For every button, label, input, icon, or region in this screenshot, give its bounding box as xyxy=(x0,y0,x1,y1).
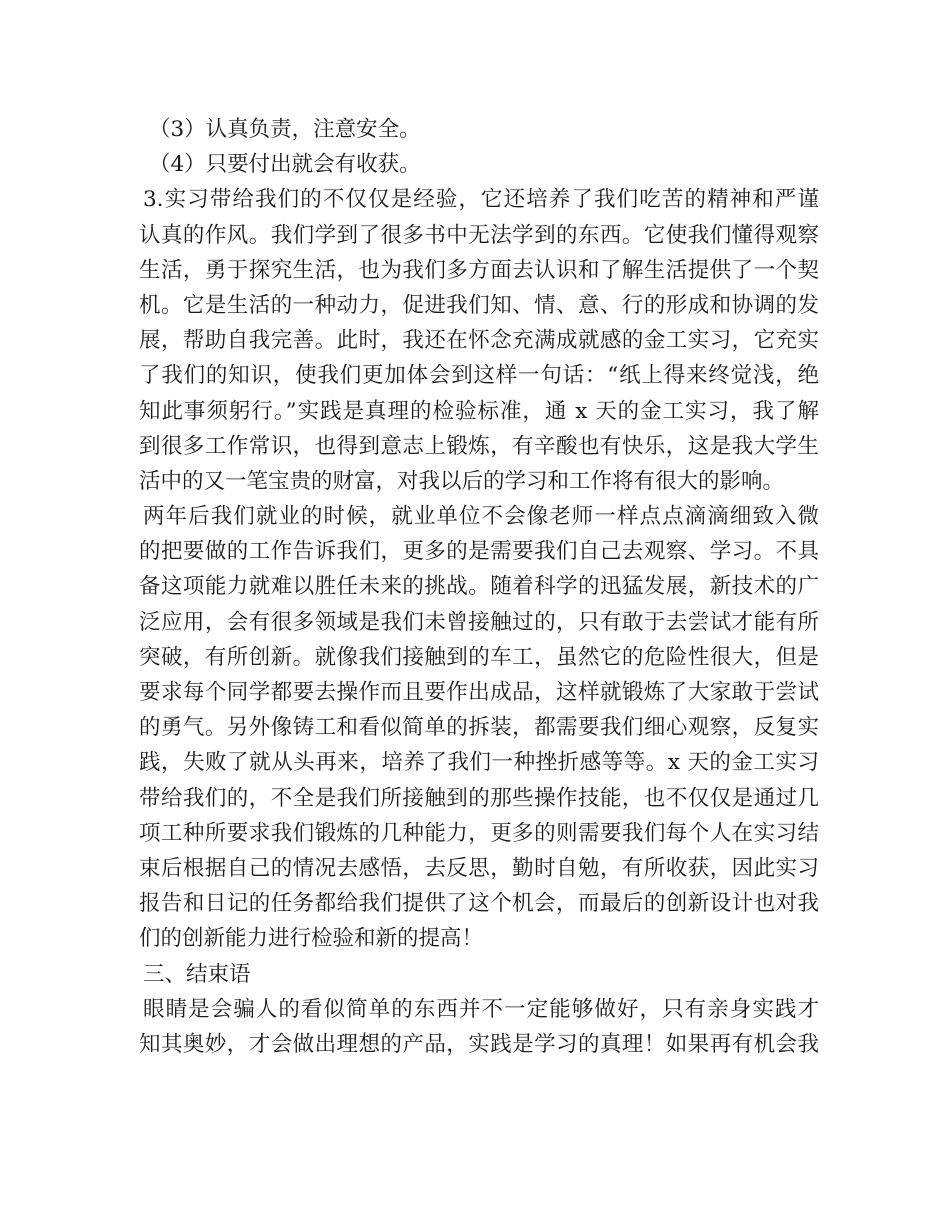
text-line: 两年后我们就业的时候，就业单位不会像老师一样点点滴滴细致入微 xyxy=(143,504,819,530)
text-line: 眼睛是会骗人的看似简单的东西并不一定能够做好，只有亲身实践才 xyxy=(143,996,819,1022)
text-line: 的把要做的工作告诉我们，更多的是需要我们自己去观察、学习。不具 xyxy=(139,539,819,565)
text-line: 带给我们的，不全是我们所接触到的那些操作技能，也不仅仅是通过几 xyxy=(139,785,819,811)
text-line: 要求每个同学都要去操作而且要作出成品，这样就锻炼了大家敢于尝试 xyxy=(139,680,819,705)
text-line: 生活，勇于探究生活，也为我们多方面去认识和了解生活提供了一个契 xyxy=(139,257,819,283)
text-line: 束后根据自己的情况去感悟，去反思，勤时自勉，有所收获，因此实习 xyxy=(139,855,819,881)
text-line: 三、结束语 xyxy=(143,961,251,987)
text-line: 到很多工作常识，也得到意志上锻炼，有辛酸也有快乐，这是我大学生 xyxy=(139,433,819,459)
text-line: 机。它是生活的一种动力，促进我们知、情、意、行的形成和协调的发 xyxy=(139,292,819,318)
body-text xyxy=(139,112,819,1062)
text-line: 突破，有所创新。就像我们接触到的车工，虽然它的危险性很大，但是 xyxy=(139,644,819,670)
text-line: （3）认真负责，注意安全。 xyxy=(149,117,421,142)
text-line: 项工种所要求我们锻炼的几种能力，更多的则需要我们每个人在实习结 xyxy=(139,820,819,846)
text-line: 展，帮助自我完善。此时，我还在怀念充满成就感的金工实习，它充实 xyxy=(139,328,819,354)
text-line: 活中的又一笔宝贵的财富，对我以后的学习和工作将有很大的影响。 xyxy=(139,468,785,494)
text-line: 了我们的知识，使我们更加体会到这样一句话：“纸上得来终觉浅，绝 xyxy=(139,363,819,389)
text-line: 备这项能力就难以胜任未来的挑战。随着科学的迅猛发展，新技术的广 xyxy=(139,574,819,600)
text-line: （4）只要付出就会有收获。 xyxy=(149,152,421,178)
text-line: 泛应用，会有很多领域是我们未曾接触过的，只有敢于去尝试才能有所 xyxy=(139,609,819,635)
text-line: 知此事须躬行。”实践是真理的检验标准，通 x 天的金工实习，我了解 xyxy=(139,398,819,424)
text-line: 认真的作风。我们学到了很多书中无法学到的东西。它使我们懂得观察 xyxy=(139,222,819,248)
text-line: 知其奥妙，才会做出理想的产品，实践是学习的真理！如果再有机会我 xyxy=(139,1031,819,1057)
text-line: 践，失败了就从头再来，培养了我们一种挫折感等等。x 天的金工实习 xyxy=(139,750,819,776)
text-line: 报告和日记的任务都给我们提供了这个机会，而最后的创新设计也对我 xyxy=(139,891,819,917)
text-line: 的勇气。另外像铸工和看似简单的拆装，都需要我们细心观察，反复实 xyxy=(139,715,819,741)
text-line: 3.实习带给我们的不仅仅是经验，它还培养了我们吃苦的精神和严谨 xyxy=(143,187,819,213)
text-line: 们的创新能力进行检验和新的提高！ xyxy=(139,926,484,952)
